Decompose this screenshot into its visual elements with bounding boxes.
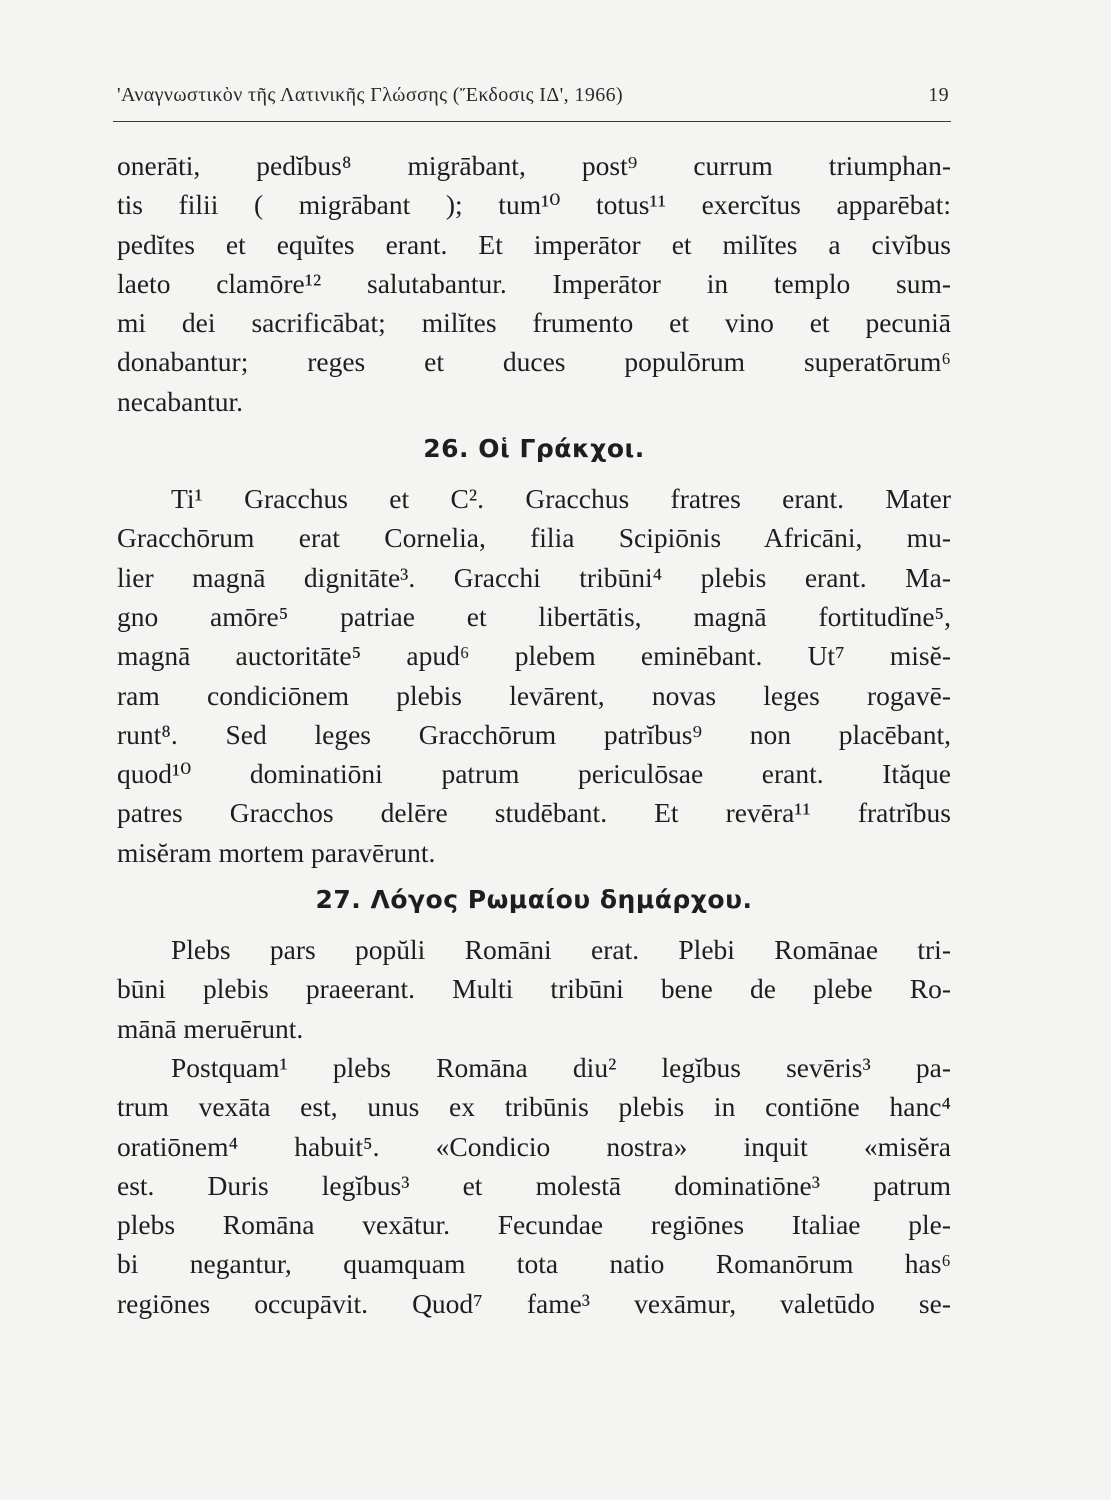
text-line: gno amōre⁵ patriae et libertātis, magnā fortitudĭne⁵,	[117, 600, 951, 632]
running-title: 'Αναγνωστικὸν τῆς Λατινικῆς Γλώσσης (Ἔκδοσις ΙΔ', 1966)	[117, 84, 624, 106]
text-line: lier magnā dignitāte³. Gracchi tribūni⁴ plebis erant. Ma-	[117, 561, 951, 593]
text-line: tis filii ( migrābant ); tum¹⁰ totus¹¹ exercĭtus apparēbat:	[117, 189, 951, 221]
text-line: bi negantur, quamquam tota natio Romanōrum has⁶	[117, 1248, 951, 1280]
page-number: 19	[928, 84, 949, 106]
page-body	[117, 146, 951, 1323]
text-line: est. Duris legĭbus³ et molestā dominatiōne³ patrum	[117, 1169, 951, 1201]
text-line: necabantur.	[117, 385, 243, 417]
text-line: ram condiciōnem plebis levārent, novas leges rogavē-	[117, 679, 951, 711]
text-line: patres Gracchos delēre studēbant. Et revēra¹¹ fratrĭbus	[117, 797, 951, 829]
text-line: Ti¹ Gracchus et C². Gracchus fratres erant. Mater	[171, 483, 951, 515]
text-line: būni plebis praeerant. Multi tribūni bene de plebe Ro-	[117, 973, 951, 1005]
text-line: runt⁸. Sed leges Gracchōrum patrĭbus⁹ non placēbant,	[117, 718, 951, 750]
text-line: trum vexāta est, unus ex tribūnis plebis in contiōne hanc⁴	[117, 1091, 951, 1123]
section-27-paragraph-2	[117, 1048, 951, 1323]
section-26-heading: 26. Οἱ Γράκχοι.	[423, 434, 645, 464]
text-line: oratiōnem⁴ habuit⁵. «Condicio nostra» inquit «misĕra	[117, 1130, 951, 1162]
section-26-text	[117, 479, 951, 872]
text-line: pedĭtes et equĭtes erant. Et imperātor et milĭtes a civĭbus	[117, 228, 951, 260]
text-line: Plebs pars popŭli Romāni erat. Plebi Romānae tri-	[171, 934, 951, 966]
text-line: donabantur; reges et duces populōrum superatōrum⁶	[117, 346, 951, 378]
header-rule	[113, 121, 951, 122]
text-line: Gracchōrum erat Cornelia, filia Scipiōnis Africāni, mu-	[117, 522, 951, 554]
text-line: laeto clamōre¹² salutabantur. Imperātor in templo sum-	[117, 267, 951, 299]
running-header	[117, 84, 949, 107]
text-line: mānā meruērunt.	[117, 1012, 304, 1044]
text-line: mi dei sacrificābat; milĭtes frumento et vino et pecuniā	[117, 307, 951, 339]
section-27-paragraph-1	[117, 930, 951, 1048]
text-line: onerāti, pedĭbus⁸ migrābant, post⁹ currum triumphan-	[117, 150, 951, 181]
section-27-heading: 27. Λόγος Ρωμαίου δημάρχου.	[315, 885, 753, 915]
text-line: plebs Romāna vexātur. Fecundae regiōnes Italiae ple-	[117, 1209, 951, 1241]
text-line: regiōnes occupāvit. Quod⁷ fame³ vexāmur, valetūdo se-	[117, 1287, 951, 1319]
text-line: magnā auctoritāte⁵ apud⁶ plebem eminēbant. Ut⁷ misĕ-	[117, 640, 951, 672]
section-25-tail	[117, 146, 951, 421]
text-line: Postquam¹ plebs Romāna diu² legĭbus sevēris³ pa-	[171, 1051, 951, 1083]
text-line: quod¹⁰ dominatiōni patrum periculōsae erant. Ităque	[117, 758, 951, 790]
text-line: misĕram mortem paravērunt.	[117, 836, 436, 868]
